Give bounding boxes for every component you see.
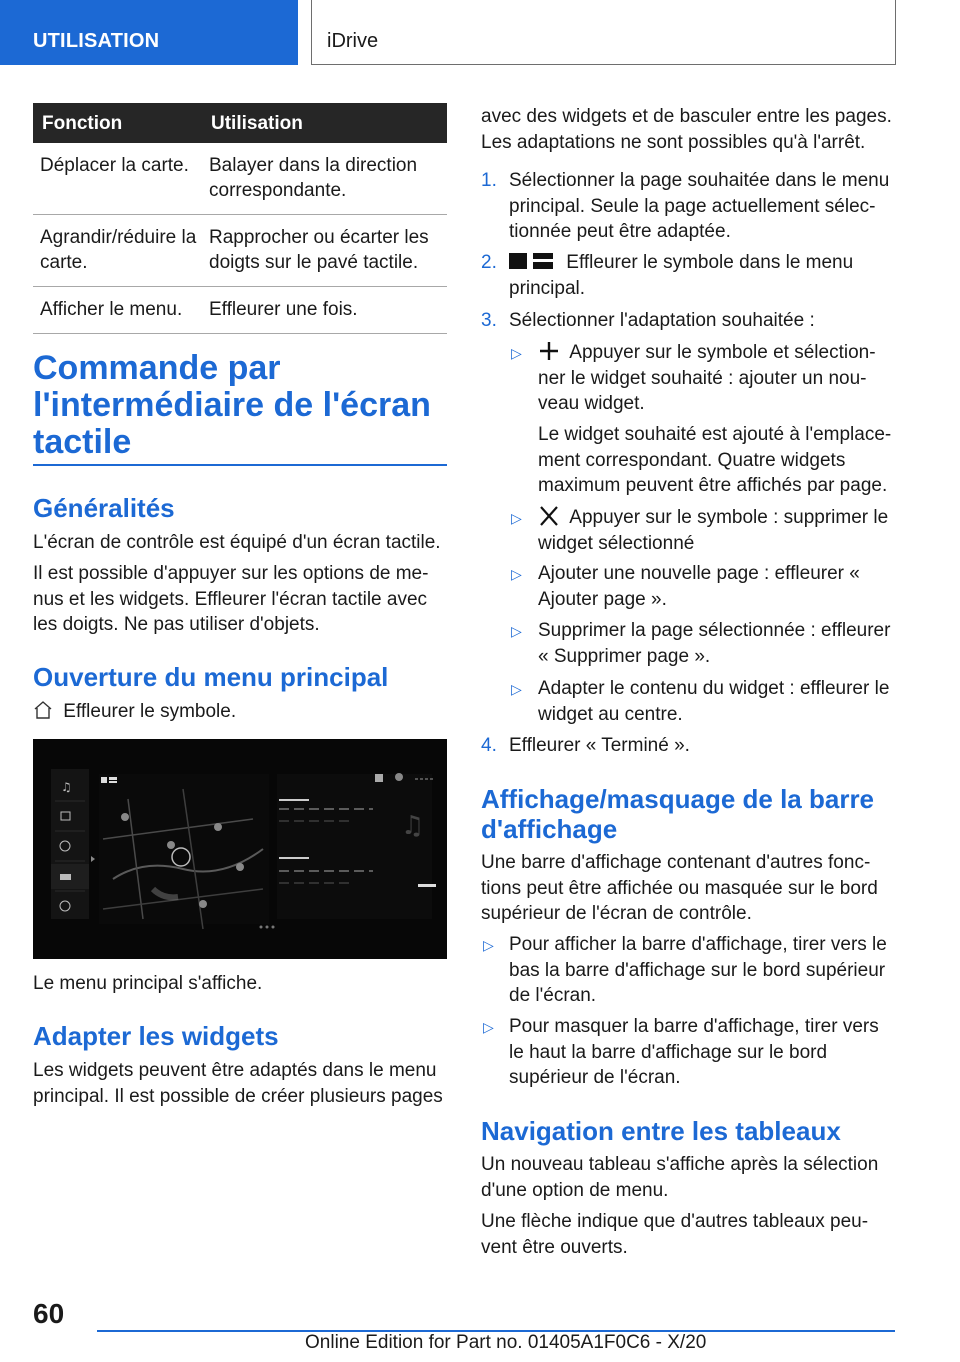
- step-number: 1.: [481, 170, 497, 191]
- paragraph-navigation-1: Un nouveau tableau s'affiche après la sélection d'une option de menu.: [481, 1154, 879, 1201]
- triangle-bullet-icon: ▷: [511, 510, 522, 526]
- table-header-fonction: Fonction: [33, 103, 203, 143]
- main-heading: Commande par l'intermédiaire de l'écran tactile: [33, 349, 431, 461]
- paragraph-touch-options: Il est possible d'appuyer sur les options de me-nus et les widgets. Effleurer l'écran tactile avec les doigts. Ne pas utiliser d'objets.: [33, 563, 429, 635]
- close-icon: [538, 506, 560, 526]
- step-text: Sélectionner la page souhaitée dans le menu principal. Seule la page actuellement sélec-tionnée peut être adaptée.: [509, 170, 890, 242]
- sub-item-delete-page: Supprimer la page sélectionnée : effleurer « Supprimer page ».: [538, 620, 891, 667]
- paragraph-menu-shown: Le menu principal s'affiche.: [33, 973, 263, 994]
- table-row: [33, 143, 447, 215]
- paragraph-navigation-2: Une flèche indique que d'autres tableaux peu-vent être ouverts.: [481, 1211, 869, 1258]
- triangle-bullet-icon: ▷: [511, 681, 522, 697]
- step-text: Sélectionner l'adaptation souhaitée :: [509, 310, 815, 331]
- widget-layout-icon: [509, 251, 557, 271]
- svg-text:♫: ♫: [401, 811, 425, 841]
- footer-edition: Online Edition for Part no. 01405A1F0C6 - X/20: [305, 1332, 707, 1353]
- step-text: [509, 250, 896, 301]
- page-number: 60: [33, 1298, 65, 1329]
- triangle-bullet-icon: ▷: [511, 345, 522, 361]
- sub-item-widget-content: Adapter le contenu du widget : effleurer le widget au centre.: [538, 678, 890, 725]
- paragraph-display-bar: Une barre d'affichage contenant d'autres fonc-tions peut être affichée ou masquée sur le bord supérieur de l'écran de contrôle.: [481, 852, 878, 924]
- sub-item-text: [538, 340, 896, 417]
- table-row: [33, 287, 447, 334]
- sub-item-text: [538, 505, 896, 556]
- heading-navigation: Navigation entre les tableaux: [481, 1116, 841, 1146]
- sub-item-delete-widget: Appuyer sur le symbole : supprimer le widget sélectionné: [538, 507, 889, 554]
- svg-text:♫: ♫: [61, 780, 72, 794]
- table-row: [33, 215, 447, 287]
- table-cell: Déplacer la carte.: [33, 143, 203, 215]
- function-table: [33, 103, 447, 334]
- step-number: 2.: [481, 252, 497, 273]
- idrive-screen-illustration: [33, 739, 447, 959]
- triangle-bullet-icon: ▷: [483, 1019, 494, 1035]
- heading-rule: [33, 464, 447, 466]
- table-cell: Rapprocher ou écarter les doigts sur le pavé tactile.: [203, 215, 447, 287]
- table-header-utilisation: Utilisation: [203, 103, 447, 143]
- table-header-row: [33, 103, 447, 143]
- table-cell: Balayer dans la direction correspondante.: [203, 143, 447, 215]
- main-menu-text: Effleurer le symbole.: [63, 701, 237, 722]
- triangle-bullet-icon: ▷: [511, 623, 522, 639]
- sub-item-note: Le widget souhaité est ajouté à l'emplace-ment correspondant. Quatre widgets maximum peuvent être affichés par page.: [538, 424, 892, 496]
- step-text: Effleurer « Terminé ».: [509, 735, 690, 756]
- heading-main-menu: Ouverture du menu principal: [33, 662, 389, 692]
- chapter-title: iDrive: [327, 30, 379, 52]
- bullet-show-bar: Pour afficher la barre d'affichage, tirer vers le bas la barre d'affichage sur le bord supérieur de l'écran.: [509, 934, 887, 1006]
- section-title: UTILISATION: [33, 30, 160, 52]
- paragraph-widgets: Les widgets peuvent être adaptés dans le menu principal. Il est possible de créer plusieurs pages: [33, 1060, 443, 1107]
- triangle-bullet-icon: ▷: [483, 937, 494, 953]
- heading-widgets: Adapter les widgets: [33, 1021, 279, 1051]
- heading-display-bar: Affichage/masquage de la barre d'affichage: [481, 784, 875, 844]
- step-2-text: Effleurer le symbole dans le menu principal.: [509, 252, 854, 299]
- home-icon: [33, 700, 53, 720]
- section-tab: [0, 0, 298, 65]
- table-cell: Afficher le menu.: [33, 287, 203, 334]
- plus-icon: [538, 341, 560, 361]
- paragraph-widgets-cont: avec des widgets et de basculer entre les pages. Les adaptations ne sont possibles qu'à l'arrêt.: [481, 106, 892, 153]
- step-number: 3.: [481, 310, 497, 331]
- step-number: 4.: [481, 735, 497, 756]
- table-cell: Effleurer une fois.: [203, 287, 447, 334]
- paragraph-touchscreen: L'écran de contrôle est équipé d'un écran tactile.: [33, 532, 441, 553]
- paragraph-main-menu: [33, 699, 447, 725]
- bullet-hide-bar: Pour masquer la barre d'affichage, tirer vers le haut la barre d'affichage sur le bord supérieur de l'écran.: [509, 1016, 879, 1088]
- idrive-screen-image: [33, 739, 447, 959]
- sub-item-add-widget: Appuyer sur le symbole et sélection-ner le widget souhaité : ajouter un nou-veau widget.: [538, 342, 876, 414]
- chapter-tab: [311, 0, 896, 65]
- triangle-bullet-icon: ▷: [511, 566, 522, 582]
- heading-generalites: Généralités: [33, 493, 175, 523]
- table-cell: Agrandir/réduire la carte.: [33, 215, 203, 287]
- sub-item-add-page: Ajouter une nouvelle page : effleurer « Ajouter page ».: [538, 563, 860, 610]
